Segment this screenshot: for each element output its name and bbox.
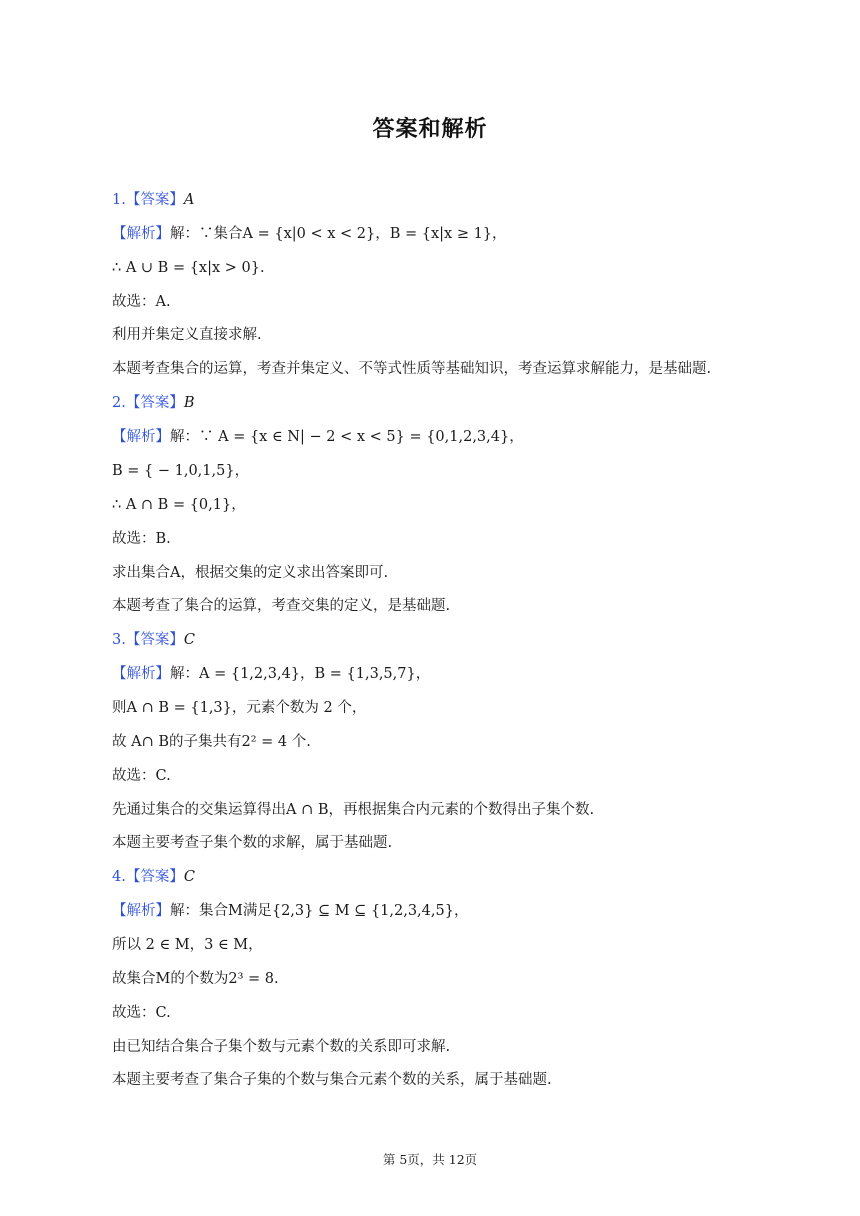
q1-line-1: 解：∵集合A = {x|0 < x < 2}，B = {x|x ≥ 1}， bbox=[170, 226, 507, 242]
q3-answer: C bbox=[183, 632, 195, 648]
q4-number: 4. bbox=[112, 869, 126, 885]
q2-line-5: 求出集合A，根据交集的定义求出答案即可. bbox=[112, 565, 389, 581]
q4-line-1: 解：集合M满足{2,3} ⊆ M ⊆ {1,2,3,4,5}， bbox=[170, 903, 469, 919]
q3-line-3: 故 A∩ B的子集共有2² = 4 个. bbox=[112, 734, 311, 750]
q4-line-6: 本题主要考查了集合子集的个数与集合元素个数的关系，属于基础题. bbox=[112, 1072, 552, 1088]
q2-line-6: 本题考查了集合的运算，考查交集的定义，是基础题. bbox=[112, 598, 451, 614]
q4-analysis-line bbox=[112, 901, 468, 921]
q3-line-6: 本题主要考查子集个数的求解，属于基础题. bbox=[112, 835, 393, 851]
q2-line-2: B = { − 1,0,1,5}， bbox=[112, 463, 250, 479]
page-title: 答案和解析 bbox=[372, 117, 488, 142]
q4-line-5: 由已知结合集合子集个数与元素个数的关系即可求解. bbox=[112, 1039, 451, 1055]
q1-line-4: 利用并集定义直接求解. bbox=[112, 327, 262, 343]
q3-line-1: 解：A = {1,2,3,4}，B = {1,3,5,7}， bbox=[170, 666, 431, 682]
q1-analysis-line bbox=[112, 224, 507, 244]
q3-analysis-line bbox=[112, 664, 430, 684]
q4-answer: C bbox=[183, 869, 195, 885]
q4-line-3: 故集合M的个数为2³ = 8. bbox=[112, 971, 279, 987]
q2-line-1: 解：∵ A = {x ∈ N| − 2 < x < 5} = {0,1,2,3,4}， bbox=[170, 429, 524, 445]
page-footer: 第 5页，共 12页 bbox=[382, 1152, 478, 1167]
q4-line-2: 所以 2 ∈ M，3 ∈ M， bbox=[112, 937, 263, 953]
q3-line-2: 则A ∩ B = {1,3}，元素个数为 2 个， bbox=[112, 700, 367, 716]
q4-answer-tag: 【答案】 bbox=[125, 869, 184, 885]
q1-analysis-tag: 【解析】 bbox=[112, 226, 170, 242]
q1-line-3: 故选：A. bbox=[112, 294, 171, 310]
q1-answer-line bbox=[112, 190, 194, 210]
q4-line-4: 故选：C. bbox=[112, 1005, 171, 1021]
q2-analysis-line bbox=[112, 427, 524, 447]
q2-number: 2. bbox=[112, 395, 126, 411]
q4-analysis-tag: 【解析】 bbox=[112, 903, 170, 919]
q3-answer-tag: 【答案】 bbox=[125, 632, 184, 648]
q1-answer: A bbox=[183, 192, 195, 208]
q1-line-2: ∴ A ∪ B = {x|x > 0}. bbox=[112, 260, 265, 276]
q1-line-5: 本题考查集合的运算，考查并集定义、不等式性质等基础知识，考查运算求解能力，是基础题. bbox=[112, 361, 712, 377]
q3-line-4: 故选：C. bbox=[112, 768, 171, 784]
q2-answer-tag: 【答案】 bbox=[125, 395, 184, 411]
q3-answer-line bbox=[112, 630, 195, 650]
q3-line-5: 先通过集合的交集运算得出A ∩ B，再根据集合内元素的个数得出子集个数. bbox=[112, 802, 595, 818]
q2-line-4: 故选：B. bbox=[112, 531, 171, 547]
q1-answer-tag: 【答案】 bbox=[125, 192, 184, 208]
q4-answer-line bbox=[112, 867, 195, 887]
q3-analysis-tag: 【解析】 bbox=[112, 666, 170, 682]
q3-number: 3. bbox=[112, 632, 126, 648]
q2-answer: B bbox=[183, 395, 195, 411]
q1-number: 1. bbox=[112, 192, 126, 208]
q2-analysis-tag: 【解析】 bbox=[112, 429, 170, 445]
q2-answer-line bbox=[112, 393, 195, 413]
q2-line-3: ∴ A ∩ B = {0,1}， bbox=[112, 497, 246, 513]
